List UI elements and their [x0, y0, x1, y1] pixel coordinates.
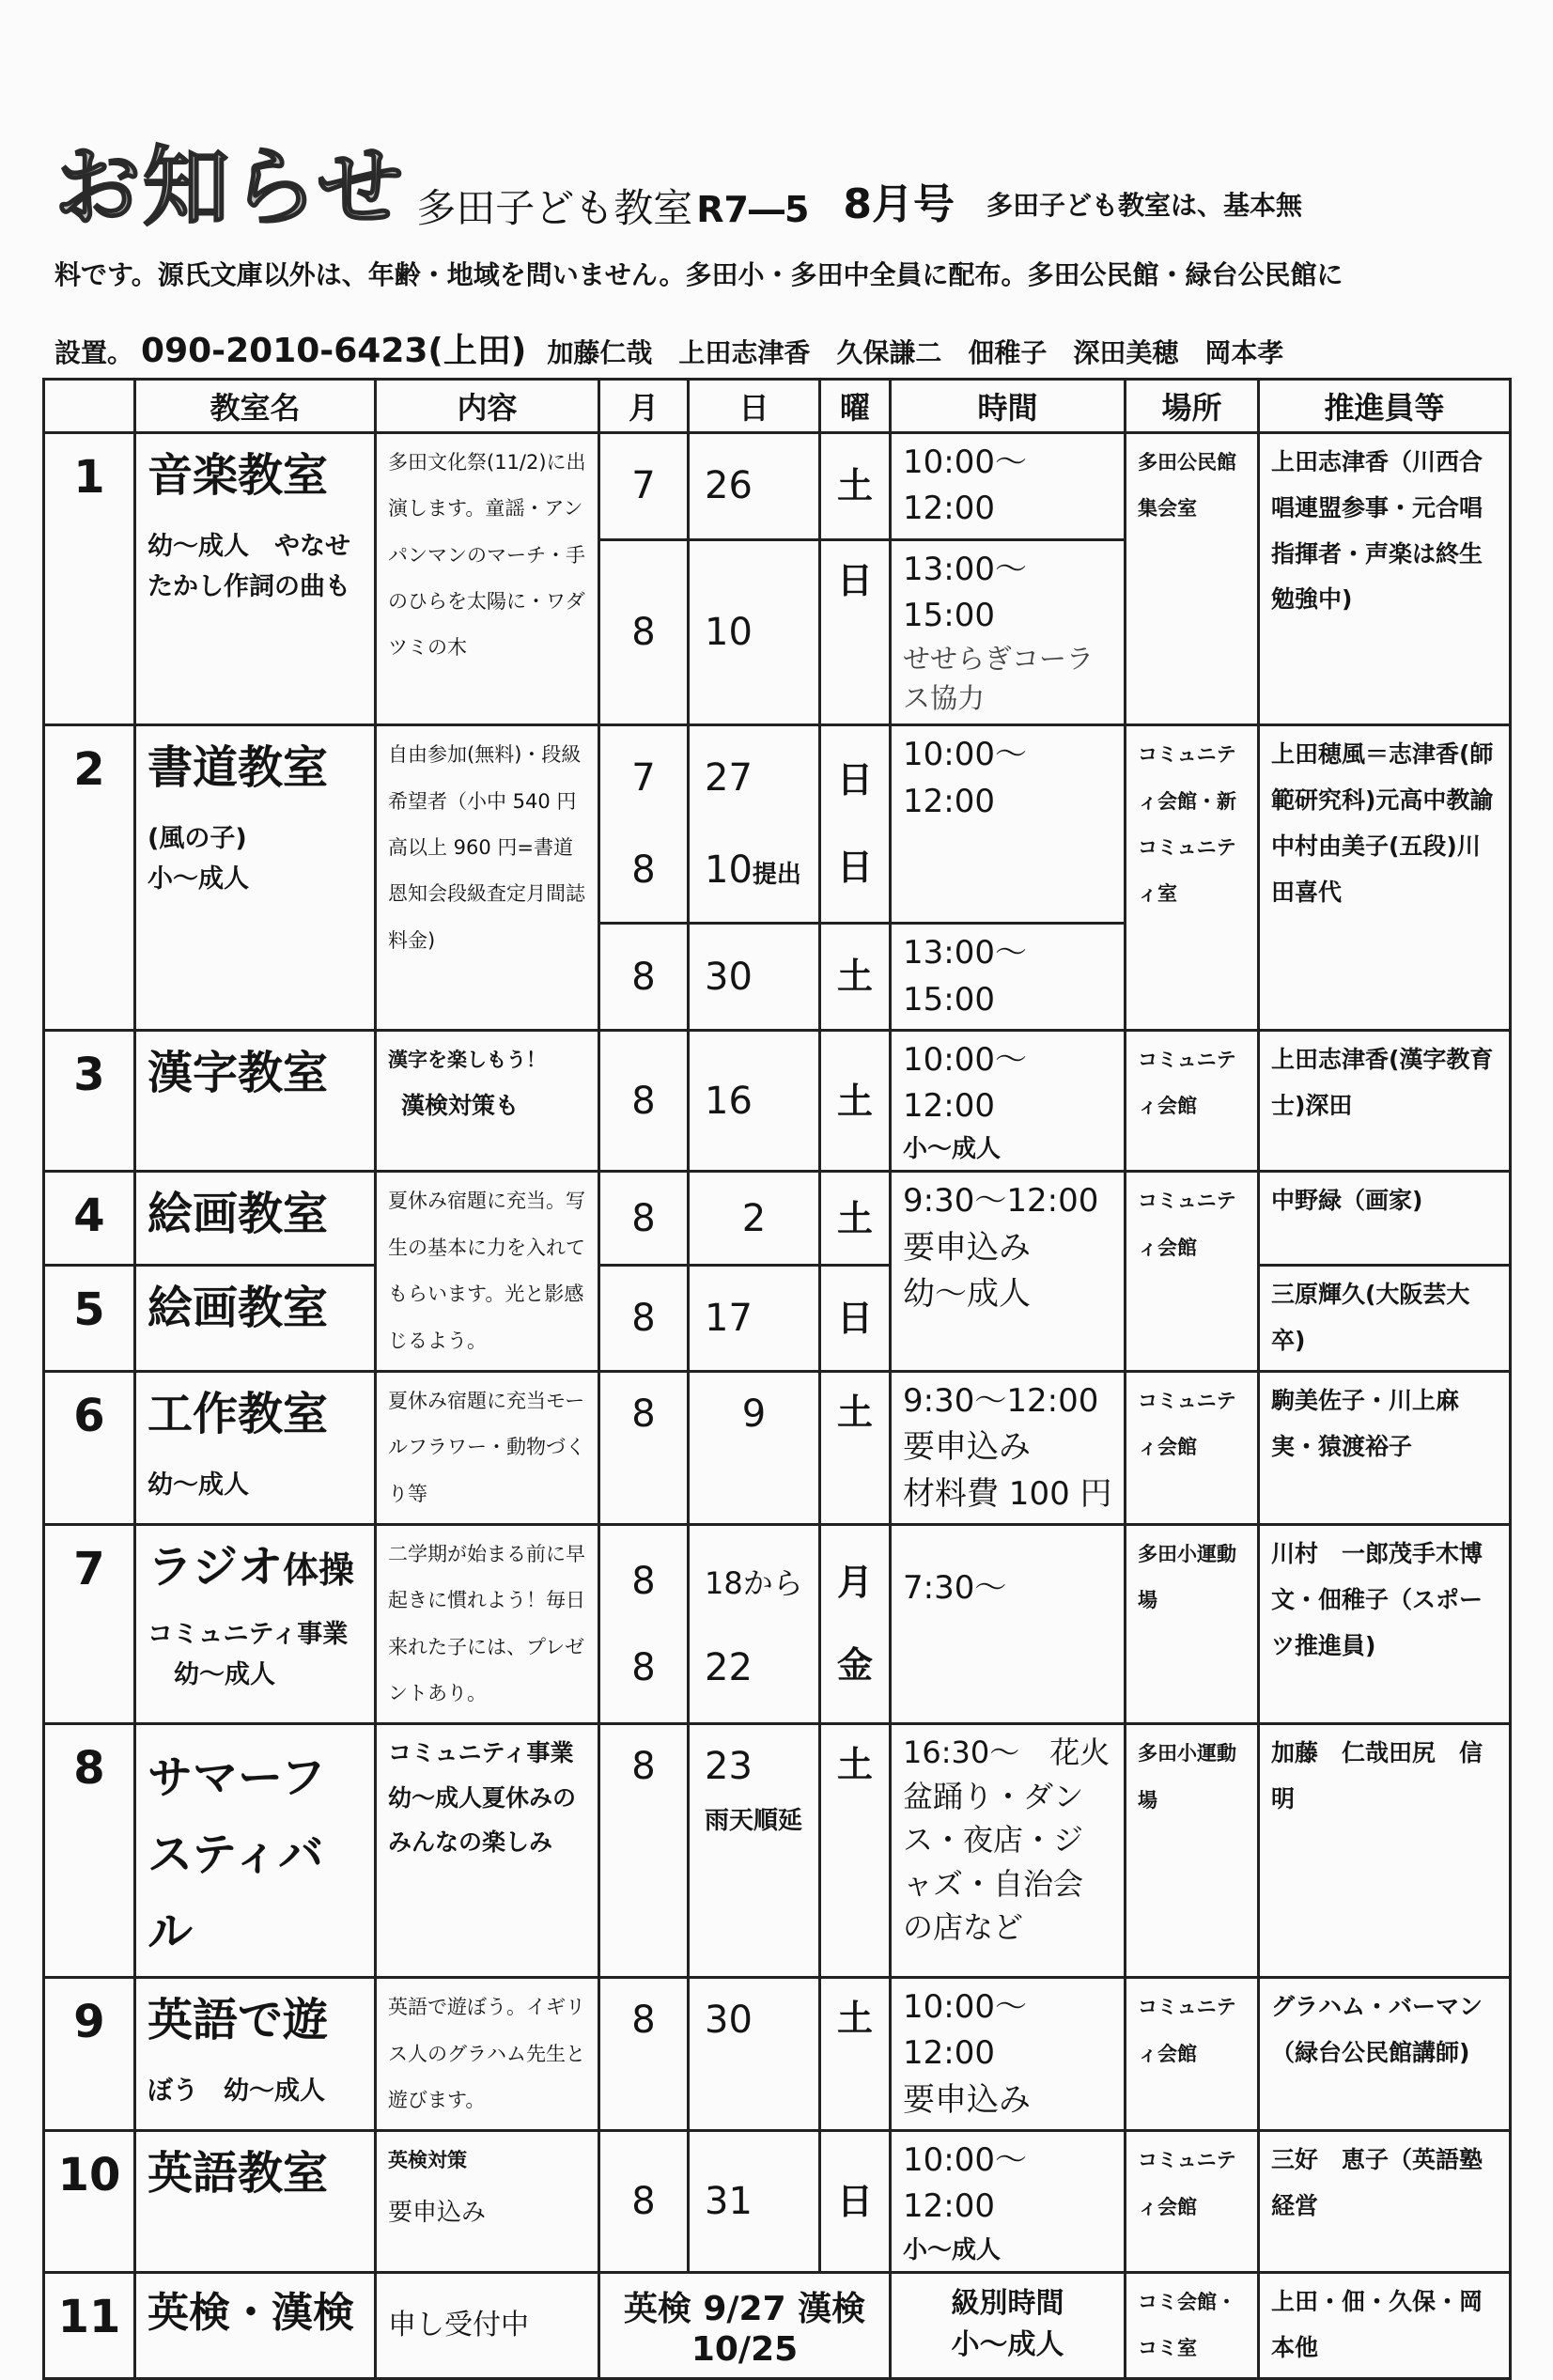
- schedule-table: [42, 378, 1512, 2380]
- staff-cell: 加藤 仁哉田尻 信明: [1259, 1724, 1511, 1978]
- day-2-suffix: 提出: [752, 861, 801, 890]
- place-cell: コミュニティ会館: [1126, 1172, 1259, 1372]
- class-content: 申し受付中: [376, 2272, 599, 2379]
- notice-title: お知らせ: [54, 136, 406, 238]
- month-cell: 8: [599, 1978, 689, 2131]
- day-cell: [689, 1724, 820, 1978]
- table-row: [44, 725, 1511, 924]
- month-cell: 8: [599, 924, 689, 1031]
- day-cell: 26: [689, 433, 820, 540]
- time-text: 9:30～12:00: [903, 1381, 1099, 1420]
- class-name-wrap: [148, 1541, 363, 1595]
- day-text: 23: [705, 1745, 753, 1789]
- issue-number: R7―5: [696, 189, 810, 230]
- class-name: 書道教室: [148, 741, 329, 795]
- day-1-text: 18から: [705, 1564, 803, 1601]
- col-day: 日: [689, 380, 820, 433]
- class-name-cell: [135, 1030, 376, 1172]
- issue-month: 8月号: [843, 180, 955, 228]
- class-content: 夏休み宿題に充当モールフラワー・動物づくり等: [376, 1371, 599, 1524]
- staff-names: 加藤仁哉 上田志津香 久保謙二 佃稚子 深田美穂 岡本孝: [547, 337, 1284, 368]
- class-target: 小～成人: [148, 864, 249, 894]
- place-cell: コミュニティ会館: [1126, 2131, 1259, 2273]
- staff-cell: 三原輝久(大阪芸大卒): [1259, 1266, 1511, 1372]
- month-1: 8: [631, 1559, 656, 1603]
- table-row: [44, 2272, 1511, 2379]
- day-cell: [689, 725, 820, 924]
- staff-cell: 上田穂風＝志津香(師範研究科)元高中教諭中村由美子(五段)川田喜代: [1259, 725, 1511, 1031]
- header-row: [44, 380, 1511, 433]
- class-name: 漢字教室: [148, 1046, 329, 1099]
- class-name-cell: [135, 1266, 376, 1372]
- day-2: 10: [705, 848, 753, 893]
- day-cell: 30: [689, 924, 820, 1031]
- time-text: 10:00～12:00: [903, 1040, 1027, 1126]
- contact-phone: 090-2010-6423(上田): [141, 332, 527, 370]
- time-text: 9:30～12:00: [903, 1182, 1099, 1221]
- day-2-wrap: [705, 824, 807, 916]
- day-cell: 31: [689, 2131, 820, 2273]
- time-cell: [891, 1978, 1126, 2131]
- time-target: 幼～成人: [903, 1275, 1031, 1314]
- place-cell: 多田小運動場: [1126, 1724, 1259, 1978]
- weekday-cell: 土: [820, 924, 891, 1031]
- time-cell: [891, 1030, 1126, 1172]
- row-number: 7: [44, 1525, 135, 1724]
- table-row: [44, 1525, 1511, 1724]
- class-content-cell: [376, 1030, 599, 1172]
- day-cell: 9: [689, 1371, 820, 1524]
- weekday-1: 日: [836, 759, 873, 801]
- time-cell: [891, 2131, 1126, 2273]
- weekday-cell: 日: [820, 1266, 891, 1372]
- class-name-small: 体操: [283, 1549, 355, 1591]
- weekday-cell: 土: [820, 1724, 891, 1978]
- month-cell: 8: [599, 2131, 689, 2273]
- table-row: [44, 433, 1511, 540]
- time-target: 小～成人: [903, 2235, 1002, 2264]
- day-1: [705, 1538, 807, 1625]
- row-number: 4: [44, 1172, 135, 1266]
- time-note: せせらぎコーラス協力: [903, 643, 1095, 715]
- month-cell: [599, 1525, 689, 1724]
- class-name: 英語で遊: [148, 1994, 329, 2047]
- day-note: 雨天順延: [705, 1807, 803, 1836]
- row-number: 8: [44, 1724, 135, 1978]
- table-row: [44, 1030, 1511, 1172]
- time-apply: 要申込み: [903, 1428, 1031, 1467]
- class-name-cell: [135, 1724, 376, 1978]
- weekday-2: 金: [836, 1643, 873, 1686]
- table-row: [44, 1978, 1511, 2131]
- class-name: サマーフスティバル: [148, 1751, 326, 1958]
- time-cell: [891, 1371, 1126, 1524]
- row-number: 9: [44, 1978, 135, 2131]
- weekday-cell: 土: [820, 1030, 891, 1172]
- class-content: 自由参加(無料)・段級希望者（小中 540 円 高以上 960 円=書道恩知会段級査定月間誌料金): [376, 725, 599, 1031]
- staff-cell: 駒美佐子・川上麻実・猿渡裕子: [1259, 1371, 1511, 1524]
- class-name: 英語教室: [148, 2147, 329, 2201]
- class-name: 英検・漢検: [148, 2288, 354, 2337]
- organization-name: 多田子ども教室: [416, 184, 693, 231]
- class-name-cell: [135, 1371, 376, 1524]
- place-cell: コミュニティ会館: [1126, 1030, 1259, 1172]
- place-cell: コミ会館・コミ室: [1126, 2272, 1259, 2379]
- row-number: 1: [44, 433, 135, 725]
- class-name-cell: [135, 1525, 376, 1724]
- class-content-1: 英検対策: [388, 2149, 467, 2172]
- place-cell: コミュニティ会館: [1126, 1371, 1259, 1524]
- month-1: 7: [631, 756, 656, 801]
- class-name-cell: [135, 1978, 376, 2131]
- class-name: 工作教室: [148, 1387, 329, 1440]
- col-month: 月: [599, 380, 689, 433]
- table-row: [44, 1266, 1511, 1372]
- class-target: ぼう 幼～成人: [148, 2076, 325, 2106]
- table-row: [44, 1724, 1511, 1978]
- time-fee: 材料費 100 円: [903, 1474, 1112, 1513]
- row-number: 5: [44, 1266, 135, 1372]
- day-cell: 10: [689, 539, 820, 725]
- staff-cell: 上田志津香（川西合唱連盟参事・元合唱指揮者・声楽は終生勉強中): [1259, 433, 1511, 725]
- weekday-cell: 土: [820, 1172, 891, 1266]
- time-cell: [891, 1172, 1126, 1372]
- col-time: 時間: [891, 380, 1126, 433]
- staff-cell: 上田・佃・久保・岡本他: [1259, 2272, 1511, 2379]
- line3-prefix: 設置。: [54, 337, 134, 368]
- staff-cell: 三好 恵子（英語塾経営: [1259, 2131, 1511, 2273]
- lead-text: 多田子ども教室は、基本無: [986, 190, 1303, 221]
- class-name-cell: [135, 2272, 376, 2379]
- place-cell: 多田公民館集会室: [1126, 433, 1259, 725]
- month-2: 8: [631, 1645, 656, 1689]
- class-content: 夏休み宿題に充当。写生の基本に力を入れてもらいます。光と影感じるよう。: [376, 1172, 599, 1372]
- class-name-cell: [135, 433, 376, 725]
- time-text: 10:00～12:00: [903, 1988, 1027, 2073]
- month-2: 8: [631, 848, 656, 893]
- col-weekday: 曜: [820, 380, 891, 433]
- table-row: [44, 1172, 1511, 1266]
- class-content-2: 漢検対策も: [401, 1092, 520, 1120]
- class-target: 幼～成人: [174, 1659, 275, 1689]
- class-name-cell: [135, 1172, 376, 1266]
- day-cell: 16: [689, 1030, 820, 1172]
- place-cell: コミュニティ会館・新コミュニティ室: [1126, 725, 1259, 1031]
- col-number: [44, 380, 135, 433]
- class-content-cell: [376, 2131, 599, 2273]
- time-sub: 小～成人: [903, 1135, 1002, 1164]
- col-content: 内容: [376, 380, 599, 433]
- time-cell: [891, 539, 1126, 725]
- class-name-cell: [135, 2131, 376, 2273]
- class-name: 音楽教室: [148, 449, 329, 502]
- day-1: 27: [705, 756, 753, 801]
- notice-header: [54, 122, 1520, 372]
- weekday-2: 日: [836, 847, 873, 889]
- row-number: 11: [44, 2272, 135, 2379]
- day-cell: 2: [689, 1172, 820, 1266]
- time-cell: 7:30～: [891, 1525, 1126, 1724]
- row-number: 10: [44, 2131, 135, 2273]
- weekday-cell: [820, 1525, 891, 1724]
- weekday-cell: 土: [820, 433, 891, 540]
- day-cell: 30: [689, 1978, 820, 2131]
- col-class-name: 教室名: [135, 380, 376, 433]
- day-cell: 17: [689, 1266, 820, 1372]
- row-number: 2: [44, 725, 135, 1031]
- col-place: 場所: [1126, 380, 1259, 433]
- staff-cell: 中野緑（画家): [1259, 1172, 1511, 1266]
- header-line-3: [54, 324, 1520, 372]
- month-cell: 8: [599, 539, 689, 725]
- weekday-cell: 土: [820, 1978, 891, 2131]
- month-cell: 8: [599, 1371, 689, 1524]
- month-cell: 7: [599, 433, 689, 540]
- staff-cell: 川村 一郎茂手木博文・佃稚子（スポーツ推進員): [1259, 1525, 1511, 1724]
- class-group: (風の子): [148, 823, 247, 853]
- class-name: ラジオ: [148, 1541, 284, 1594]
- exam-dates: 英検 9/27 漢検 10/25: [599, 2272, 891, 2379]
- month-cell: 8: [599, 1030, 689, 1172]
- time-text: 級別時間: [951, 2286, 1064, 2320]
- class-name-cell: [135, 725, 376, 1031]
- month-cell: 8: [599, 1172, 689, 1266]
- staff-cell: 上田志津香(漢字教育士)深田: [1259, 1030, 1511, 1172]
- class-content: 多田文化祭(11/2)に出演します。童謡・アンパンマンのマーチ・手のひらを太陽に・ワダツミの木: [376, 433, 599, 725]
- time-text: 13:00～15:00: [903, 550, 1027, 634]
- col-staff: 推進員等: [1259, 380, 1511, 433]
- class-target: 幼～成人: [148, 1470, 249, 1500]
- class-name: 絵画教室: [148, 1282, 329, 1335]
- place-cell: コミュニティ会館: [1126, 1978, 1259, 2131]
- weekday-1: 月: [836, 1562, 873, 1604]
- class-subtitle: コミュニティ事業: [148, 1619, 349, 1649]
- class-content-2: 要申込み: [388, 2198, 487, 2227]
- class-content: コミュニティ事業幼～成人夏休みのみんなの楽しみ: [376, 1724, 599, 1978]
- weekday-cell: [820, 725, 891, 924]
- weekday-cell: 日: [820, 539, 891, 725]
- time-cell: 16:30～ 花火盆踊り・ダンス・夜店・ジャズ・自治会の店など: [891, 1724, 1126, 1978]
- place-cell: 多田小運動場: [1126, 1525, 1259, 1724]
- class-content: 英語で遊ぼう。イギリス人のグラハム先生と遊びます。: [376, 1978, 599, 2131]
- time-cell: 13:00～15:00: [891, 924, 1126, 1031]
- weekday-cell: 日: [820, 2131, 891, 2273]
- time-apply: 要申込み: [903, 2080, 1031, 2119]
- month-cell: 8: [599, 1724, 689, 1978]
- time-cell: 10:00～12:00: [891, 433, 1126, 540]
- time-target: 小～成人: [951, 2327, 1064, 2361]
- row-number: 3: [44, 1030, 135, 1172]
- time-text: 10:00～12:00: [903, 2141, 1027, 2226]
- staff-cell: グラハム・バーマン（緑台公民館講師): [1259, 1978, 1511, 2131]
- time-cell: 10:00～12:00: [891, 725, 1126, 924]
- header-line-1: [54, 122, 1520, 238]
- row-number: 6: [44, 1371, 135, 1524]
- time-cell: [891, 2272, 1126, 2379]
- class-content-1: 漢字を楽しもう！: [388, 1048, 546, 1071]
- day-cell: [689, 1525, 820, 1724]
- class-target: 幼～成人 やなせたかし作詞の曲も: [148, 531, 350, 601]
- day-2: 22: [705, 1645, 753, 1689]
- weekday-cell: 土: [820, 1371, 891, 1524]
- time-apply: 要申込み: [903, 1228, 1031, 1267]
- class-content: 二学期が始まる前に早起きに慣れよう！毎日来れた子には、プレゼントあり。: [376, 1525, 599, 1724]
- month-cell: [599, 725, 689, 924]
- class-name: 絵画教室: [148, 1188, 329, 1241]
- table-row: [44, 1371, 1511, 1524]
- header-line-2: 料です。源氏文庫以外は、年齢・地域を問いません。多田小・多田中全員に配布。多田公民館・緑台公民館に: [54, 259, 1343, 290]
- table-row: [44, 2131, 1511, 2273]
- month-cell: 8: [599, 1266, 689, 1372]
